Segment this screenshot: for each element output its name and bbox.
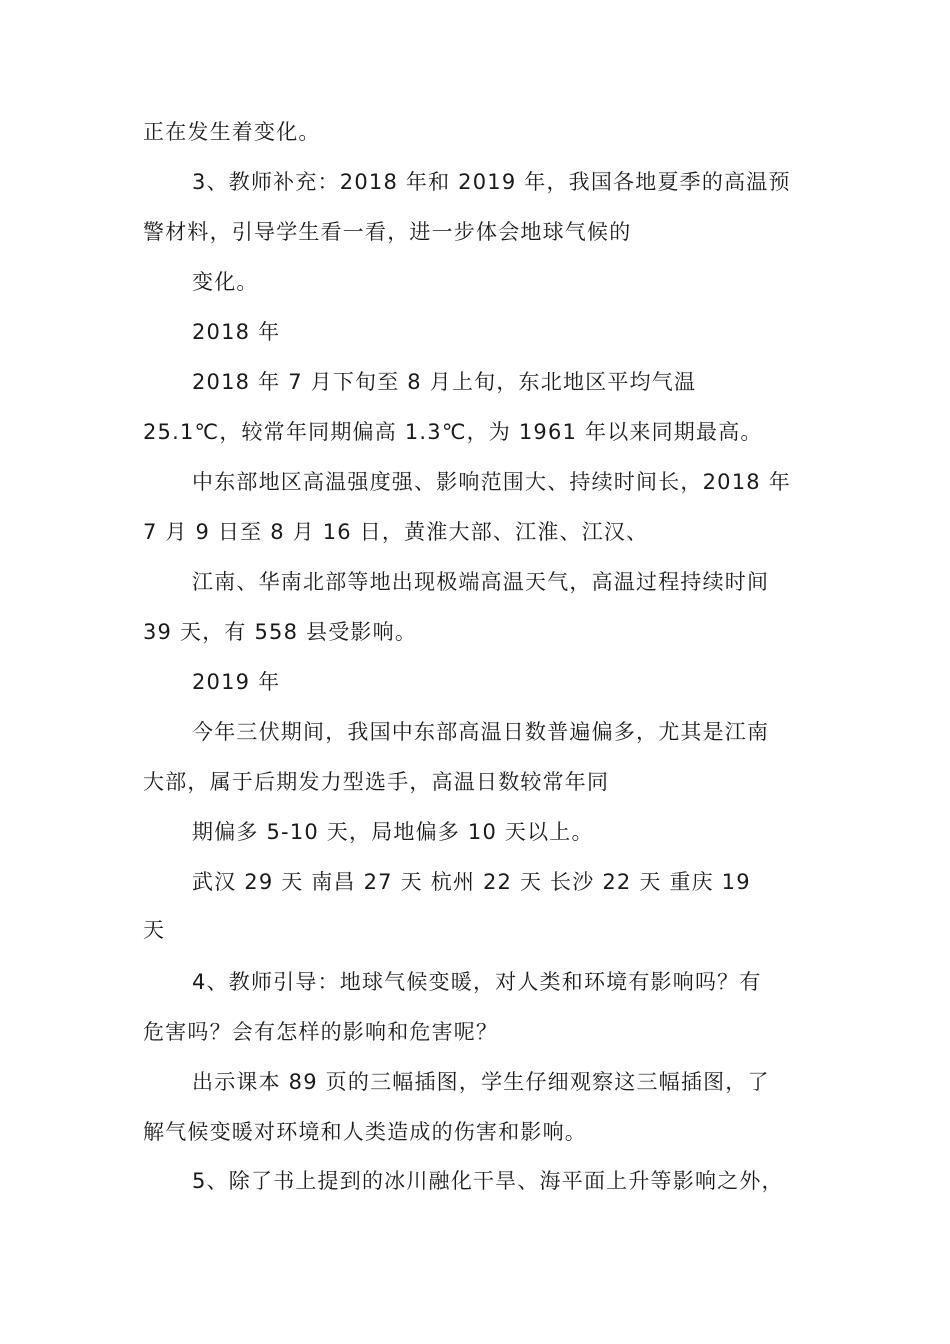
text-line: 武汉 29 天 南昌 27 天 杭州 22 天 长沙 22 天 重庆 19 — [192, 870, 751, 894]
year-heading: 2019 年 — [192, 670, 281, 694]
text-line: 25.1℃，较常年同期偏高 1.3℃，为 1961 年以来同期最高。 — [143, 420, 763, 444]
text-line: 39 天，有 558 县受影响。 — [143, 620, 418, 644]
text-line: 3、教师补充：2018 年和 2019 年，我国各地夏季的高温预 — [192, 170, 791, 194]
text-line: 出示课本 89 页的三幅插图，学生仔细观察这三幅插图，了 — [192, 1070, 770, 1094]
text-line: 变化。 — [192, 270, 259, 294]
text-line: 5、除了书上提到的冰川融化干旱、海平面上升等影响之外， — [192, 1169, 784, 1193]
year-heading: 2018 年 — [192, 320, 281, 344]
text-line: 解气候变暖对环境和人类造成的伤害和影响。 — [143, 1120, 587, 1144]
text-line: 江南、华南北部等地出现极端高温天气，高温过程持续时间 — [192, 570, 770, 594]
text-line: 大部，属于后期发力型选手，高温日数较常年同 — [143, 770, 610, 794]
text-line: 4、教师引导：地球气候变暖，对人类和环境有影响吗？有 — [192, 970, 762, 994]
text-line: 今年三伏期间，我国中东部高温日数普遍偏多，尤其是江南 — [192, 720, 770, 744]
text-line: 7 月 9 日至 8 月 16 日，黄淮大部、江淮、江汉、 — [143, 520, 649, 544]
text-line: 危害吗？会有怎样的影响和危害呢？ — [143, 1020, 499, 1044]
text-line: 中东部地区高温强度强、影响范围大、持续时间长，2018 年 — [192, 470, 791, 494]
text-line: 期偏多 5-10 天，局地偏多 10 天以上。 — [192, 820, 594, 844]
text-line: 警材料，引导学生看一看，进一步体会地球气候的 — [143, 220, 632, 244]
text-line: 2018 年 7 月下旬至 8 月上旬，东北地区平均气温 — [192, 370, 697, 394]
text-line: 正在发生着变化。 — [143, 120, 321, 144]
text-line: 天 — [143, 918, 166, 942]
